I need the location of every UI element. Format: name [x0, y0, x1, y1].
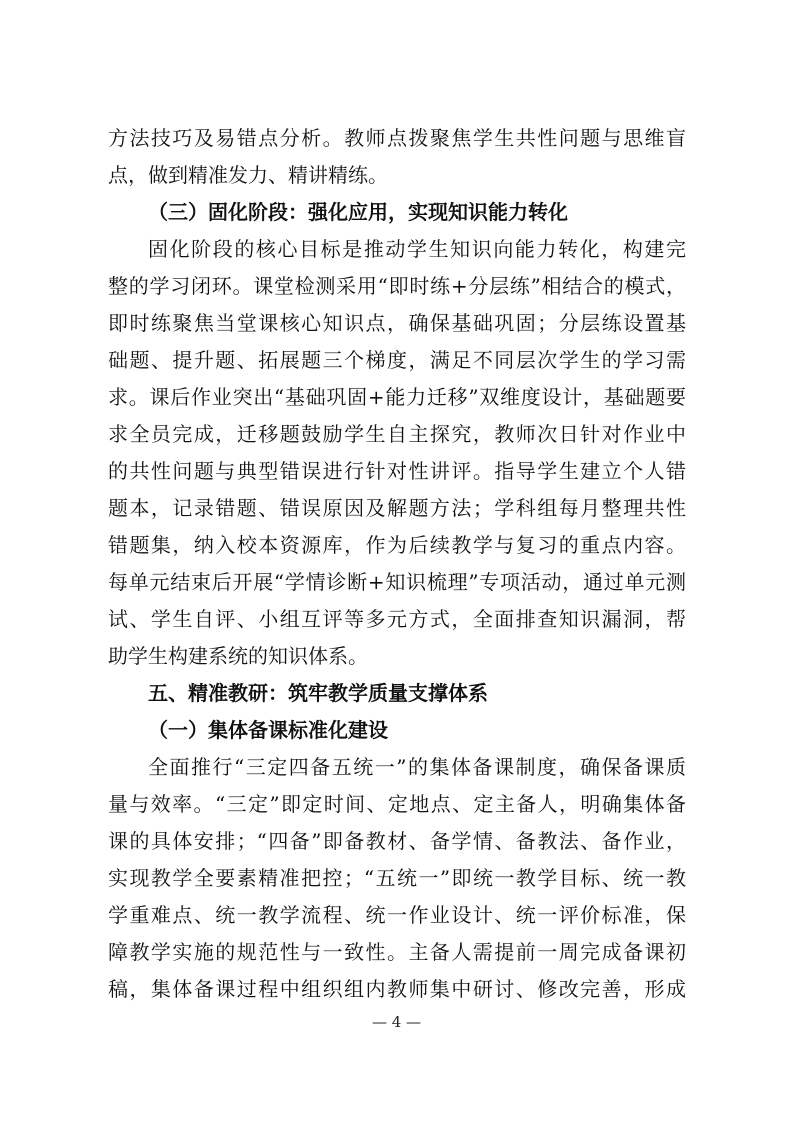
body-text-line: 稿，集体备课过程中组织组内教师集中研讨、修改完善，形成 — [108, 977, 686, 1001]
body-text-line: 全面推行“三定四备五统一”的集体备课制度，确保备课质 — [148, 755, 686, 779]
body-text-line: 固化阶段的核心目标是推动学生知识向能力转化，构建完 — [148, 237, 686, 261]
subsection-heading: （一）集体备课标准化建设 — [148, 718, 388, 742]
body-text-line: 学重难点、统一教学流程、统一作业设计、统一评价标准，保 — [108, 903, 686, 927]
page-number: — 4 — — [371, 1013, 422, 1031]
body-text-line: 课的具体安排；“四备”即备教材、备学情、备教法、备作业， — [108, 829, 686, 853]
body-text-line: 错题集，纳入校本资源库，作为后续教学与复习的重点内容。 — [108, 533, 686, 557]
body-text-line: 障教学实施的规范性与一致性。主备人需提前一周完成备课初 — [108, 940, 686, 964]
body-text-line: 础题、提升题、拓展题三个梯度，满足不同层次学生的学习需 — [108, 348, 686, 372]
body-text-line: 方法技巧及易错点分析。教师点拨聚焦学生共性问题与思维盲 — [108, 126, 686, 150]
body-text-line: 点，做到精准发力、精讲精练。 — [108, 163, 388, 187]
body-text-line: 题本，记录错题、错误原因及解题方法；学科组每月整理共性 — [108, 496, 686, 520]
body-text-line: 的共性问题与典型错误进行针对性讲评。指导学生建立个人错 — [108, 459, 686, 483]
section-heading: 五、精准教研：筑牢教学质量支撑体系 — [148, 681, 488, 705]
body-text-line: 实现教学全要素精准把控；“五统一”即统一教学目标、统一教 — [108, 866, 686, 890]
body-text-line: 试、学生自评、小组互评等多元方式，全面排查知识漏洞，帮 — [108, 607, 686, 631]
body-text-line: 每单元结束后开展“学情诊断+知识梳理”专项活动，通过单元测 — [108, 570, 686, 594]
body-text-line: 求。课后作业突出“基础巩固+能力迁移”双维度设计，基础题要 — [108, 385, 686, 409]
body-text-line: 量与效率。“三定”即定时间、定地点、定主备人，明确集体备 — [108, 792, 686, 816]
body-text-line: 助学生构建系统的知识体系。 — [108, 644, 368, 668]
body-text-line: 求全员完成，迁移题鼓励学生自主探究，教师次日针对作业中 — [108, 422, 686, 446]
body-text-line: 整的学习闭环。课堂检测采用“即时练+分层练”相结合的模式， — [108, 274, 686, 298]
body-text-line: 即时练聚焦当堂课核心知识点，确保基础巩固；分层练设置基 — [108, 311, 686, 335]
subsection-heading: （三）固化阶段：强化应用，实现知识能力转化 — [148, 200, 568, 224]
